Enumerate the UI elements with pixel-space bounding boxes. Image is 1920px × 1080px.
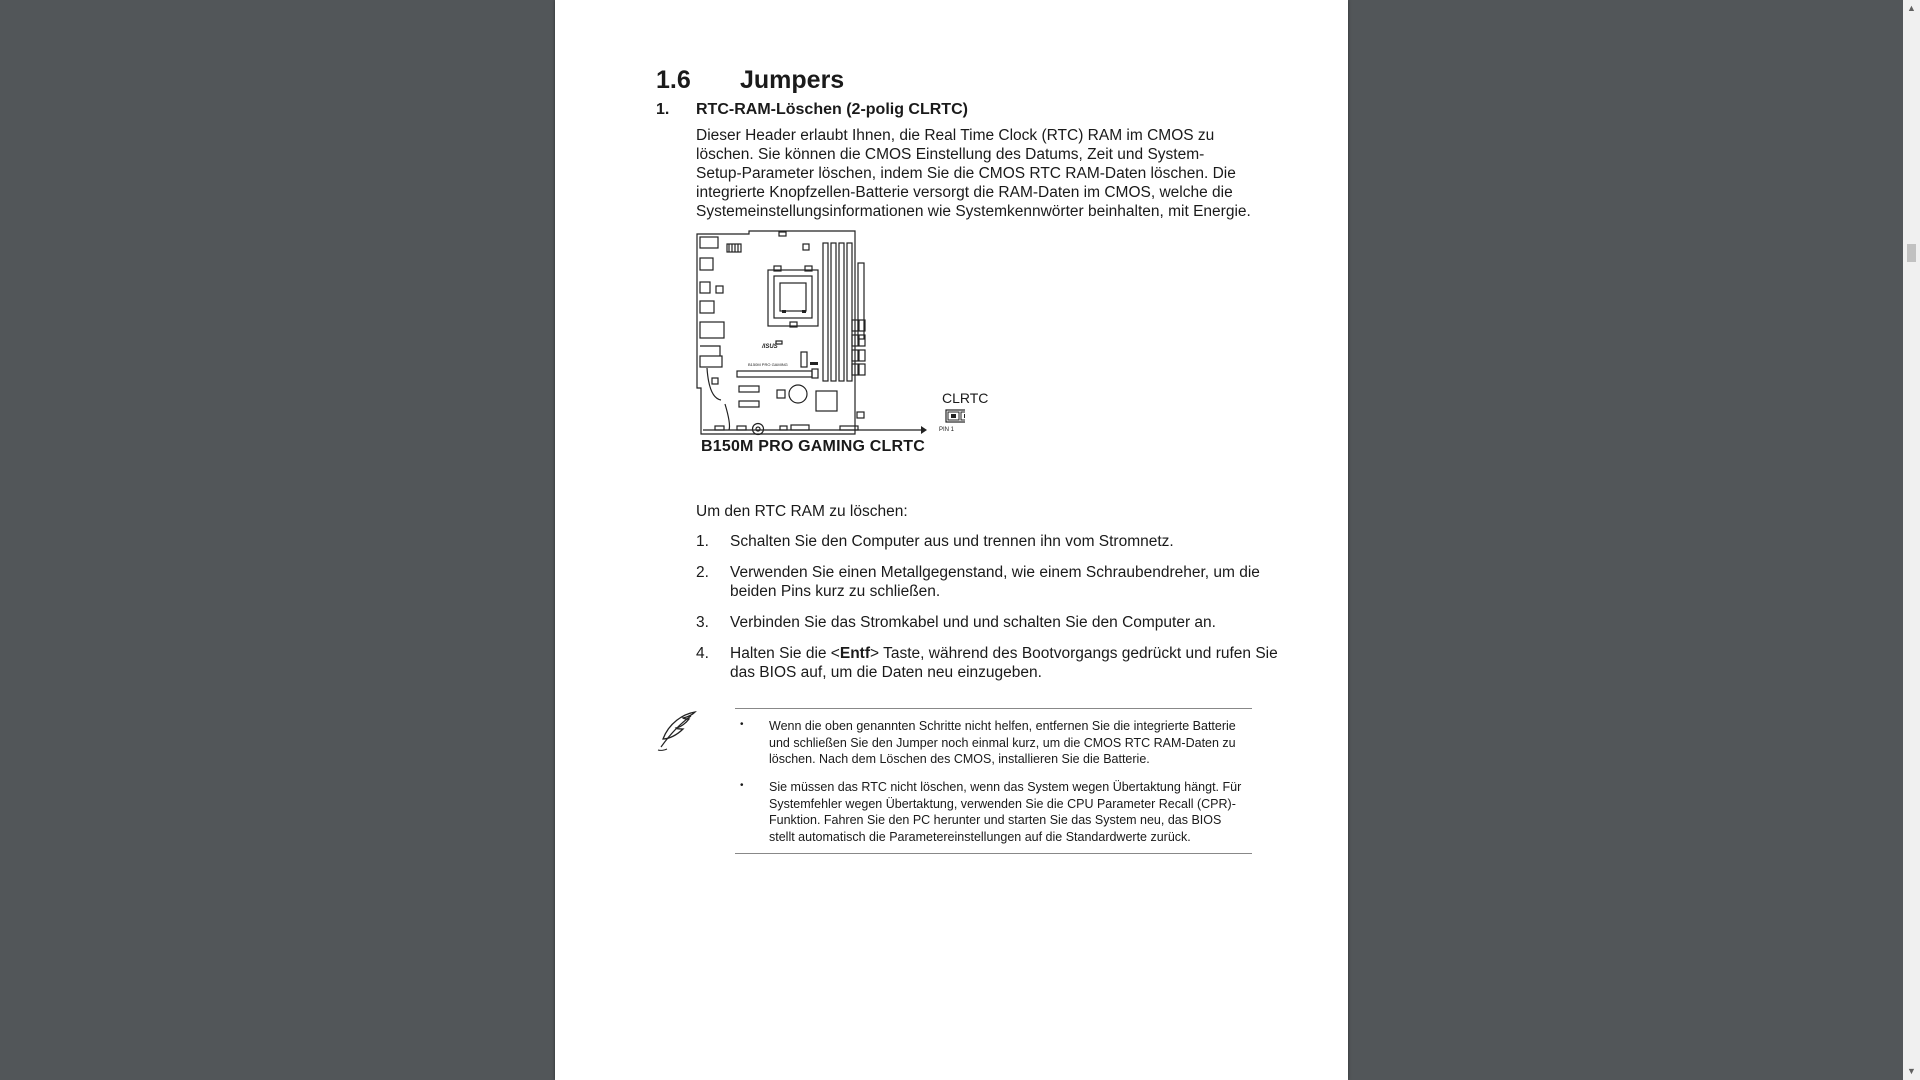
step-text: [730, 613, 1216, 632]
step-line-prefix: Halten Sie die <: [730, 645, 840, 662]
board-model-label: B150M PRO GAMING: [748, 362, 788, 367]
section-title: Jumpers: [740, 66, 845, 94]
note-line: Sie müssen das RTC nicht löschen, wenn das System wegen Übertaktung hängt. Für: [769, 780, 1242, 794]
document-page: [555, 0, 1348, 1080]
intro-line: Systemeinstellungsinformationen wie Systemkennwörter beinhalten, mit Energie.: [696, 203, 1251, 220]
step-text: [730, 532, 1174, 551]
board-brand-logo: /ISUS: [762, 344, 778, 350]
intro-line: integrierte Knopfzellen-Batterie versorgt die RAM-Daten im CMOS, welche die: [696, 184, 1233, 201]
step-number: 4.: [696, 645, 709, 662]
note-line: löschen. Nach dem Löschen des CMOS, installieren Sie die Batterie.: [769, 752, 1150, 766]
step-number: 1.: [696, 533, 709, 550]
procedure-intro: Um den RTC RAM zu löschen:: [696, 503, 908, 520]
pin1-label: PIN 1: [939, 427, 955, 433]
intro-line: löschen. Sie können die CMOS Einstellung des Datums, Zeit und System-: [696, 146, 1205, 163]
note-line: Wenn die oben genannten Schritte nicht helfen, entfernen Sie die integrierte Batterie: [769, 719, 1236, 733]
note-line: stellt automatisch die Parametereinstellungen auf die Standardwerte zurück.: [769, 829, 1191, 844]
note-text: [769, 718, 1236, 768]
step-line: Verbinden Sie das Stromkabel und und schalten Sie den Computer an.: [730, 614, 1216, 631]
note-bullet: •: [740, 719, 744, 730]
vertical-scrollbar[interactable]: [1903, 0, 1920, 1080]
intro-line: Setup-Parameter löschen, indem Sie die CMOS RTC RAM-Daten löschen. Die: [696, 165, 1236, 182]
note-top-rule: [735, 708, 1252, 709]
scroll-thumb[interactable]: [1907, 244, 1916, 262]
motherboard-diagram: [695, 228, 965, 438]
scroll-down-arrow-icon[interactable]: ▼: [1907, 1066, 1916, 1076]
step-line-suffix: > Taste, während des Bootvorgangs gedrückt und rufen Sie: [870, 645, 1278, 662]
subsection-title: RTC-RAM-Löschen (2-polig CLRTC): [696, 101, 968, 118]
clrtc-jumper: [946, 410, 965, 422]
note-bottom-rule: [735, 853, 1252, 854]
subsection-number: 1.: [656, 101, 670, 118]
note-line: und schließen Sie den Jumper noch einmal kurz, um die CMOS RTC RAM-Daten zu: [769, 735, 1236, 750]
intro-paragraph: [696, 126, 1251, 221]
step-number: 2.: [696, 564, 709, 581]
step-line: das BIOS auf, um die Daten neu einzugeben.: [730, 664, 1042, 681]
step-number: 3.: [696, 614, 709, 631]
feather-note-icon: [655, 709, 697, 753]
clrtc-header-label: CLRTC: [942, 390, 989, 406]
step-line: beiden Pins kurz zu schließen.: [730, 583, 941, 600]
step-text: [730, 563, 1260, 601]
scroll-up-arrow-icon[interactable]: ▲: [1907, 3, 1916, 13]
note-line: Systemfehler wegen Übertaktung, verwenden Sie die CPU Parameter Recall (CPR)-: [769, 796, 1236, 811]
note-bullet: •: [740, 780, 744, 791]
note-text: [769, 779, 1241, 845]
key-entf: Entf: [839, 645, 871, 662]
note-line: Funktion. Fahren Sie den PC herunter und starten Sie das System neu, das BIOS: [769, 813, 1222, 827]
figure-caption: B150M PRO GAMING CLRTC: [701, 438, 925, 455]
step-line: Schalten Sie den Computer aus und trennen ihn vom Stromnetz.: [730, 533, 1174, 550]
intro-line: Dieser Header erlaubt Ihnen, die Real Time Clock (RTC) RAM im CMOS zu: [696, 127, 1215, 144]
step-text: [730, 644, 1278, 682]
step-line: [730, 644, 1278, 663]
step-line: Verwenden Sie einen Metallgegenstand, wie einem Schraubendreher, um die: [730, 564, 1260, 581]
section-number: 1.6: [656, 66, 691, 94]
